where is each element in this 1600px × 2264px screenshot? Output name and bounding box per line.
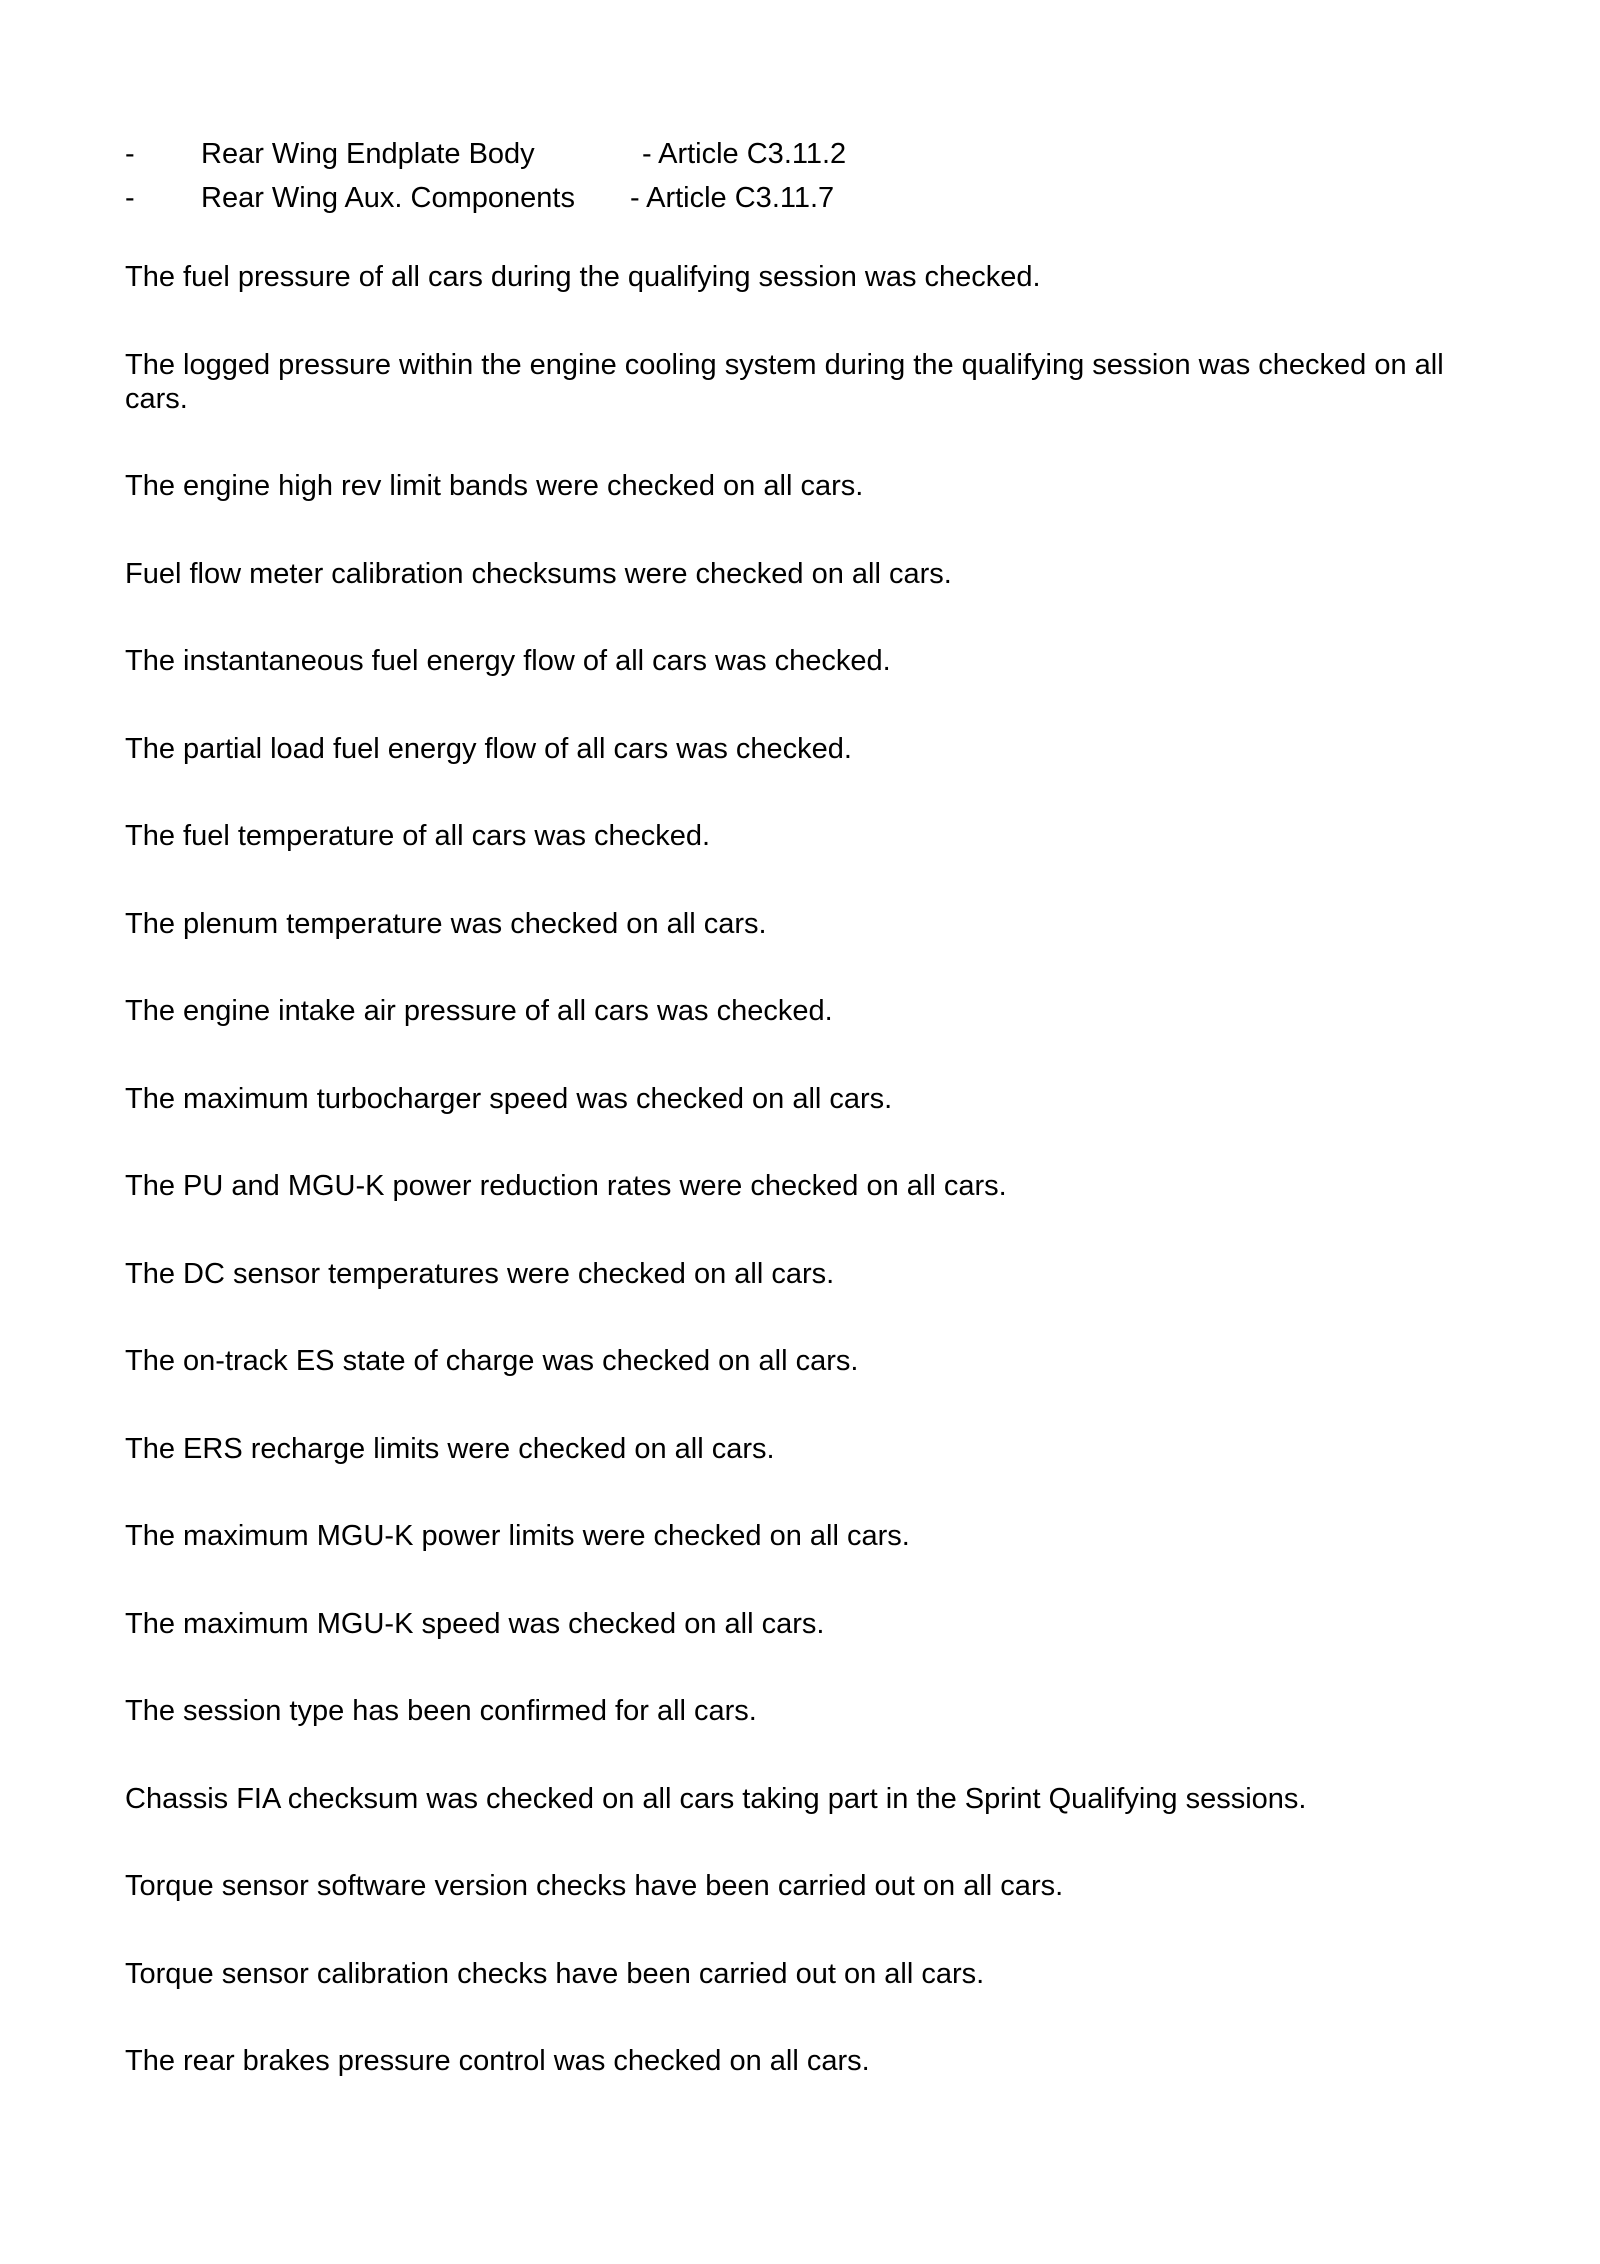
list-item bbox=[125, 176, 1485, 220]
check-paragraph: The engine high rev limit bands were checked on all cars. bbox=[125, 470, 864, 502]
check-paragraph: Torque sensor software version checks have been carried out on all cars. bbox=[125, 1870, 1064, 1902]
check-paragraph: The engine intake air pressure of all cars was checked. bbox=[125, 995, 833, 1027]
article-reference: - Article C3.11.2 bbox=[642, 138, 847, 170]
check-paragraph: Fuel flow meter calibration checksums were checked on all cars. bbox=[125, 557, 952, 590]
component-name: Rear Wing Endplate Body bbox=[201, 138, 535, 170]
list-item bbox=[125, 132, 1485, 176]
article-reference: - Article C3.11.7 bbox=[630, 182, 835, 214]
check-paragraph: The partial load fuel energy flow of all cars was checked. bbox=[125, 732, 852, 765]
check-paragraph: The logged pressure within the engine cooling system during the qualifying session was checked on all cars. bbox=[125, 348, 1444, 415]
check-paragraph: The fuel temperature of all cars was checked. bbox=[125, 820, 711, 852]
component-list bbox=[125, 132, 1485, 220]
document-body bbox=[125, 132, 1485, 2132]
check-paragraph: The instantaneous fuel energy flow of all cars was checked. bbox=[125, 645, 891, 677]
component-name: Rear Wing Aux. Components bbox=[201, 182, 575, 214]
check-paragraph: Chassis FIA checksum was checked on all cars taking part in the Sprint Qualifying sessions. bbox=[125, 1782, 1307, 1815]
check-statements bbox=[125, 260, 1485, 2078]
check-paragraph: The maximum turbocharger speed was checked on all cars. bbox=[125, 1082, 893, 1115]
check-paragraph: The plenum temperature was checked on all cars. bbox=[125, 907, 767, 940]
check-paragraph: The DC sensor temperatures were checked on all cars. bbox=[125, 1257, 835, 1290]
list-dash: - bbox=[125, 138, 135, 170]
list-dash: - bbox=[125, 182, 135, 214]
check-paragraph: The maximum MGU-K power limits were checked on all cars. bbox=[125, 1520, 910, 1552]
check-paragraph: The rear brakes pressure control was checked on all cars. bbox=[125, 2045, 870, 2077]
check-paragraph: Torque sensor calibration checks have been carried out on all cars. bbox=[125, 1957, 985, 1990]
check-paragraph: The session type has been confirmed for all cars. bbox=[125, 1695, 757, 1727]
check-paragraph: The ERS recharge limits were checked on all cars. bbox=[125, 1432, 775, 1465]
check-paragraph: The maximum MGU-K speed was checked on all cars. bbox=[125, 1607, 825, 1640]
check-paragraph: The fuel pressure of all cars during the qualifying session was checked. bbox=[125, 261, 1041, 293]
check-paragraph: The on-track ES state of charge was checked on all cars. bbox=[125, 1345, 859, 1377]
check-paragraph: The PU and MGU-K power reduction rates were checked on all cars. bbox=[125, 1170, 1007, 1202]
